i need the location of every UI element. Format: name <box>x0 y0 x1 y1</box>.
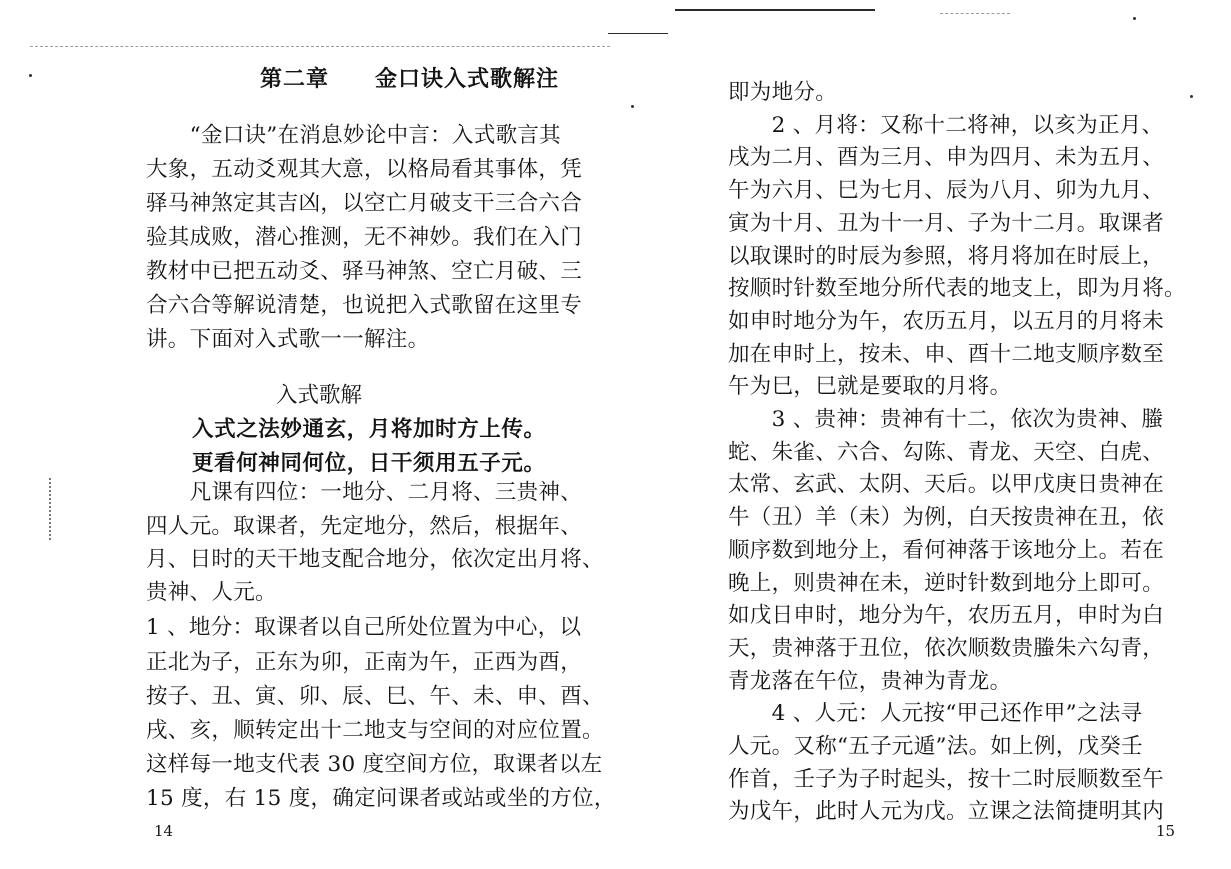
body-line: 午为六月、巳为七月、辰为八月、卯为九月、 <box>728 178 1165 203</box>
intro-line: 大象，五动爻观其大意，以格局看其事体，凭 <box>146 157 583 182</box>
body-line: 即为地分。 <box>728 80 838 105</box>
verse-line: 入式之法妙通玄，月将加时方上传。 <box>192 417 546 442</box>
body-line: 如申时地分为午，农历五月，以五月的月将未 <box>728 309 1165 334</box>
page-number-left: 14 <box>154 822 174 840</box>
body-line: 2 、月将：又称十二将神，以亥为正月、 <box>728 113 1164 138</box>
intro-line: “金口诀”在消息妙论中言：入式歌言其 <box>146 123 561 148</box>
body-line: 寅为十月、丑为十一月、子为十二月。取课者 <box>728 211 1165 236</box>
body-line: 午为巳，巳就是要取的月将。 <box>728 374 1012 399</box>
intro-line: 讲。下面对入式歌一一解注。 <box>146 327 430 352</box>
body-line: 这样每一地支代表 30 度空间方位，取课者以左 <box>146 752 603 777</box>
body-line: 顺序数到地分上，看何神落于该地分上。若在 <box>728 538 1165 563</box>
body-line: 青龙落在午位，贵神为青龙。 <box>728 669 1012 694</box>
body-line: 作首，壬子为子时起头，按十二时辰顺数至午 <box>728 767 1165 792</box>
body-line: 为戊午，此时人元为戊。立课之法简捷明其内 <box>728 799 1165 824</box>
body-line: 正北为子，正东为卯，正南为午，正西为酉， <box>146 650 583 675</box>
intro-line: 教材中已把五动爻、驿马神煞、空亡月破、三 <box>146 259 583 284</box>
body-line: 4 、人元：人元按“甲己还作甲”之法寻 <box>728 701 1143 726</box>
body-line: 凡课有四位：一地分、二月将、三贵神、 <box>146 480 583 505</box>
body-line: 四人元。取课者，先定地分，然后，根据年、 <box>146 514 583 539</box>
body-line: 以取课时的时辰为参照，将月将加在时辰上， <box>728 244 1165 269</box>
body-line: 15 度，右 15 度，确定问课者或站或坐的方位， <box>146 786 616 811</box>
body-line: 晚上，则贵神在未，逆时针数到地分上即可。 <box>728 571 1165 596</box>
body-line: 人元。又称“五子元遁”法。如上例，戊癸壬 <box>728 734 1143 759</box>
body-line: 月、日时的天干地支配合地分，依次定出月将、 <box>146 547 604 572</box>
intro-line: 驿马神煞定其吉凶，以空亡月破支干三合六合 <box>146 191 583 216</box>
right-page <box>680 0 1231 869</box>
body-line: 戌、亥，顺转定出十二地支与空间的对应位置。 <box>146 718 604 743</box>
body-line: 牛（丑）羊（未）为例，白天按贵神在丑，依 <box>728 505 1165 530</box>
intro-line: 验其成败，潜心推测，无不神妙。我们在入门 <box>146 225 583 250</box>
section-heading: 入式歌解 <box>276 383 363 408</box>
body-line: 加在申时上，按未、申、酉十二地支顺序数至 <box>728 342 1165 367</box>
chapter-title: 第二章 金口诀入式歌解注 <box>260 66 560 92</box>
intro-line: 合六合等解说清楚，也说把入式歌留在这里专 <box>146 293 583 318</box>
body-line: 按子、丑、寅、卯、辰、巳、午、未、申、酉、 <box>146 684 604 709</box>
body-line: 戌为二月、酉为三月、申为四月、未为五月、 <box>728 145 1165 170</box>
body-line: 3 、贵神：贵神有十二，依次为贵神、螣 <box>728 407 1164 432</box>
body-line: 天，贵神落于丑位，依次顺数贵螣朱六勾青， <box>728 636 1165 661</box>
verse-line: 更看何神同何位，日干须用五子元。 <box>192 451 546 476</box>
body-line: 蛇、朱雀、六合、勾陈、青龙、天空、白虎、 <box>728 440 1165 465</box>
body-line: 按顺时针数至地分所代表的地支上，即为月将。 <box>728 276 1186 301</box>
body-line: 1 、地分：取课者以自己所处位置为中心，以 <box>146 615 582 640</box>
body-line: 如戊日申时，地分为午，农历五月，申时为白 <box>728 603 1165 628</box>
body-line: 贵神、人元。 <box>146 580 277 605</box>
body-line: 太常、玄武、太阴、天后。以甲戊庚日贵神在 <box>728 472 1165 497</box>
page-number-right: 15 <box>1156 822 1176 840</box>
